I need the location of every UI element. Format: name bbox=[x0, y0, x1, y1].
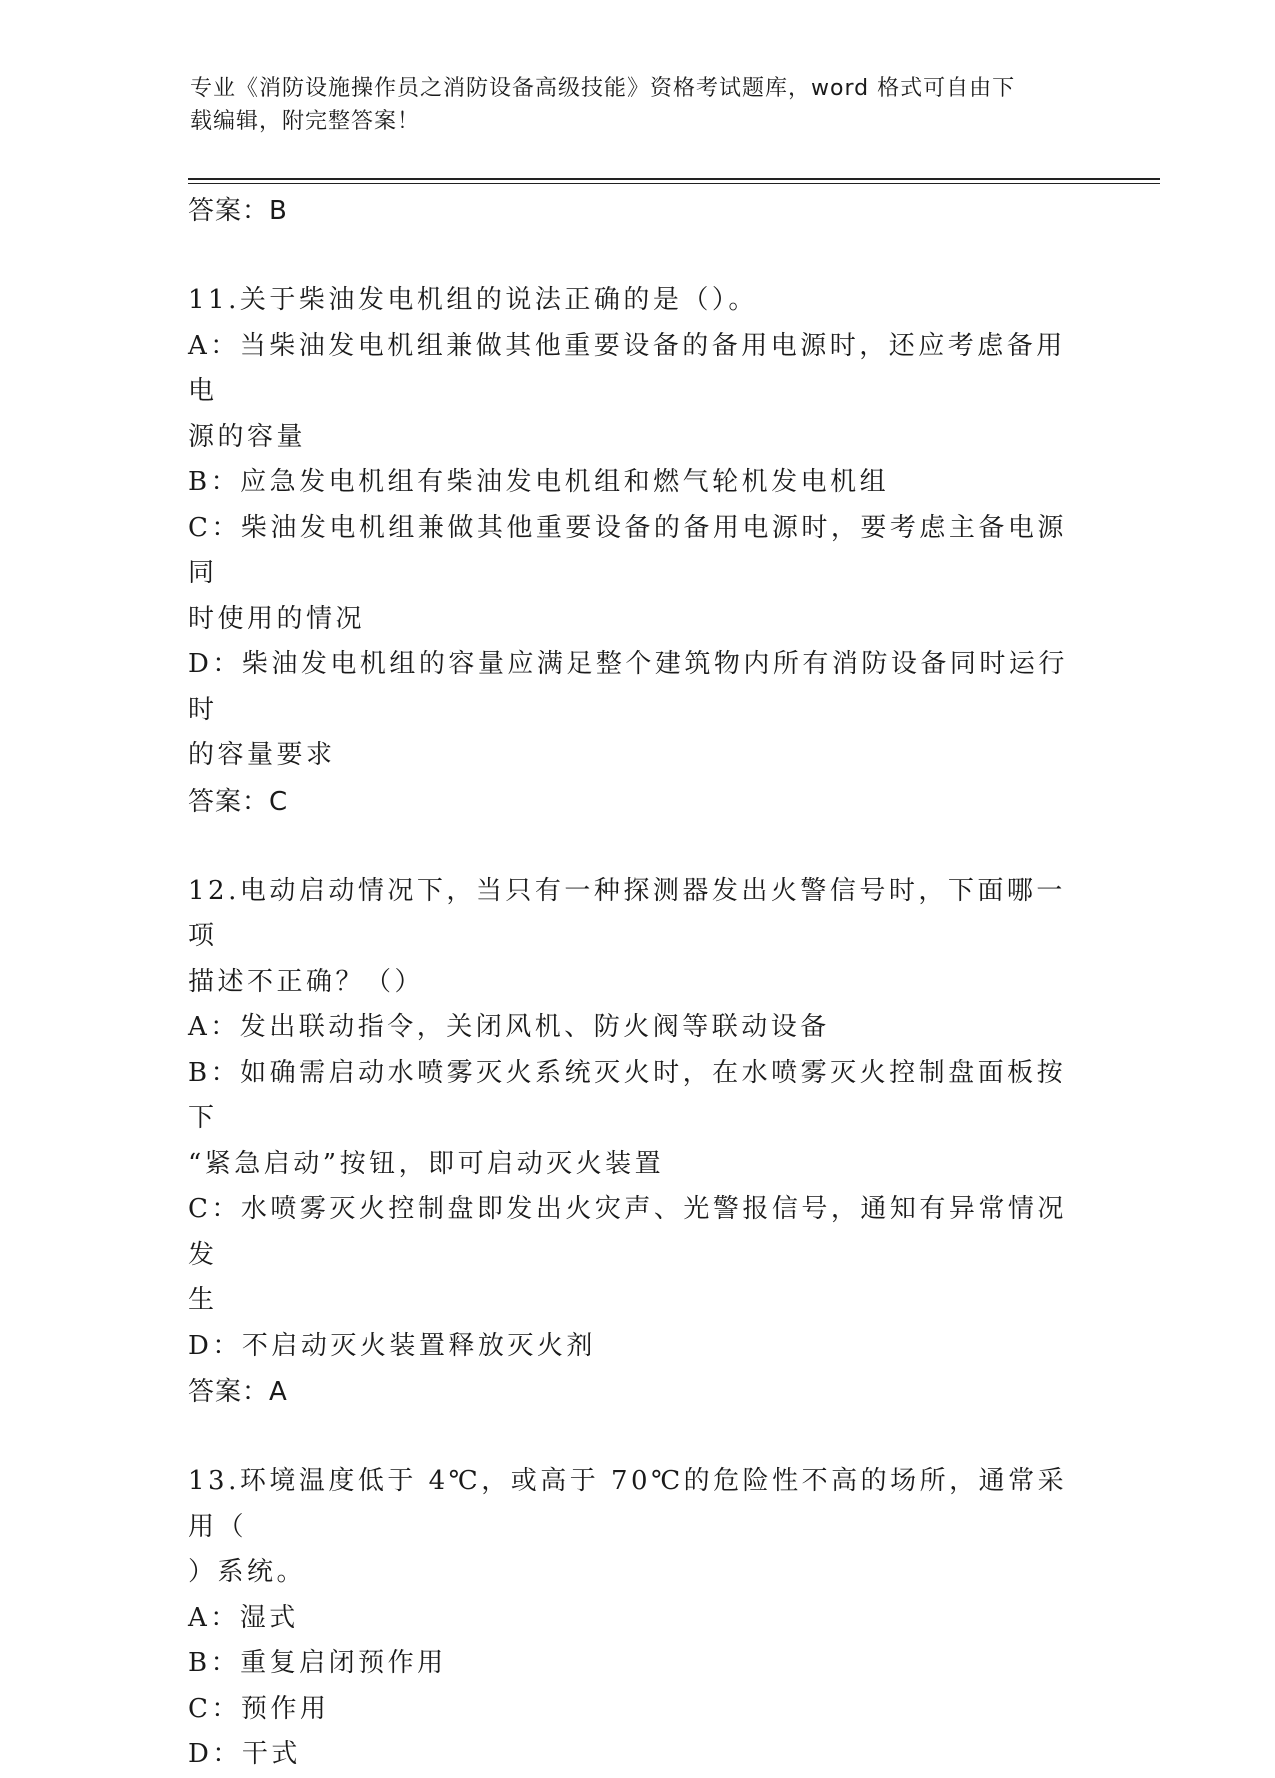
option-c-cont: 生 bbox=[188, 1285, 218, 1315]
answer: 答案：C bbox=[188, 786, 289, 817]
option-d: D：不启动灭火装置释放灭火剂 bbox=[188, 1330, 596, 1361]
question-13 bbox=[188, 1459, 1088, 1778]
header-divider-thin bbox=[188, 183, 1160, 184]
option-a-cont: 源的容量 bbox=[188, 421, 307, 452]
option-b: B：重复启闭预作用 bbox=[188, 1648, 447, 1678]
option-b-cont: “紧急启动”按钮，即可启动灭火装置 bbox=[188, 1148, 665, 1179]
question-stem: 12.电动启动情况下，当只有一种探测器发出火警信号时，下面哪一项 bbox=[188, 875, 1066, 951]
option-c: C：水喷雾灭火控制盘即发出火灾声、光警报信号，通知有异常情况发 bbox=[188, 1194, 1067, 1270]
header-line-1: 专业《消防设施操作员之消防设备高级技能》资格考试题库，word 格式可自由下 bbox=[190, 76, 1016, 101]
option-c: C：柴油发电机组兼做其他重要设备的备用电源时，要考虑主备电源同 bbox=[188, 512, 1067, 588]
question-stem-cont: 描述不正确？（） bbox=[188, 966, 425, 997]
question-stem: 13.环境温度低于 4℃，或高于 70℃的危险性不高的场所，通常采用（ bbox=[188, 1466, 1068, 1542]
document-header bbox=[190, 72, 1090, 138]
option-c-cont: 时使用的情况 bbox=[188, 603, 366, 634]
document-body bbox=[188, 188, 1088, 1778]
question-stem: 11.关于柴油发电机组的说法正确的是（）。 bbox=[188, 285, 758, 315]
option-d: D：柴油发电机组的容量应满足整个建筑物内所有消防设备同时运行时 bbox=[188, 649, 1068, 725]
answer: 答案：A bbox=[188, 1377, 288, 1407]
option-a: A：发出联动指令，关闭风机、防火阀等联动设备 bbox=[188, 1012, 830, 1042]
header-divider-thick bbox=[188, 178, 1160, 180]
option-b: B：如确需启动水喷雾灭火系统灭火时，在水喷雾灭火控制盘面板按下 bbox=[188, 1057, 1067, 1133]
question-12 bbox=[188, 869, 1088, 1416]
question-stem-cont: ）系统。 bbox=[188, 1557, 307, 1587]
option-c: C：预作用 bbox=[188, 1693, 330, 1724]
previous-answer: 答案：B bbox=[188, 196, 288, 226]
option-d-cont: 的容量要求 bbox=[188, 740, 336, 770]
question-11 bbox=[188, 278, 1088, 825]
option-b: B：应急发电机组有柴油发电机组和燃气轮机发电机组 bbox=[188, 467, 890, 497]
option-d: D：干式 bbox=[188, 1739, 301, 1769]
header-line-2: 载编辑，附完整答案！ bbox=[190, 109, 421, 134]
option-a: A：湿式 bbox=[188, 1602, 299, 1633]
option-a: A：当柴油发电机组兼做其他重要设备的备用电源时，还应考虑备用电 bbox=[188, 330, 1066, 406]
